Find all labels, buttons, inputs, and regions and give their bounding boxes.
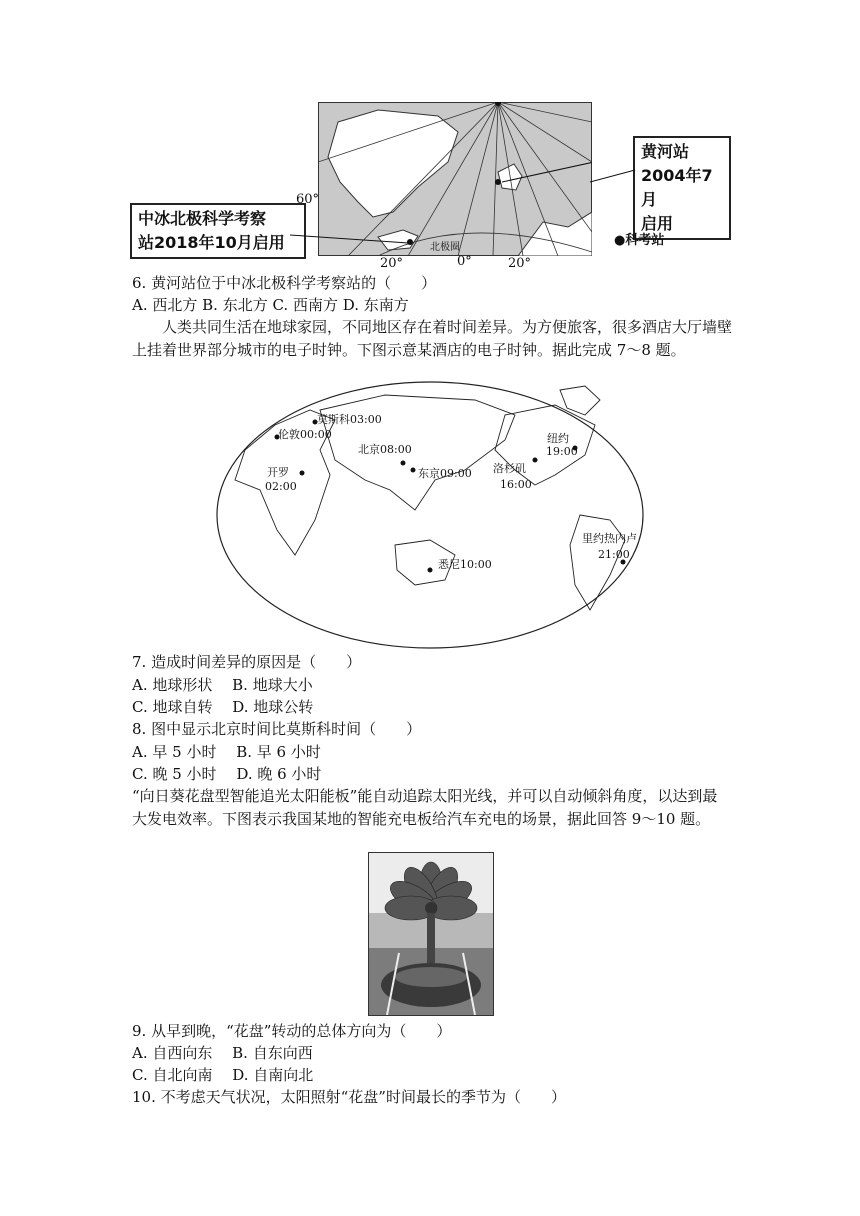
legend-research-station: ●科考站: [614, 233, 665, 248]
city-label-beijing: 北京08:00: [358, 443, 412, 456]
city-label-tokyo: 东京09:00: [418, 467, 472, 480]
longitude-20w-label: 20°: [380, 256, 404, 271]
city-label-london: 伦敦00:00: [278, 428, 332, 441]
question-8-stem: 8. 图中显示北京时间比莫斯科时间（ ）: [132, 720, 422, 738]
longitude-0-label: 0°: [457, 254, 472, 269]
arctic-circle-label: 北极圈: [430, 242, 460, 253]
yellow-river-station-dot: [495, 179, 501, 185]
passage-7-8: 人类共同生活在地球家园，不同地区存在着时间差异。为方便旅客，很多酒店大厅墙壁上挂着世界部分城市的电子时钟。下图示意某酒店的电子时钟。据此完成 7～8 题。: [132, 318, 733, 359]
city-time-cairo: 02:00: [265, 480, 297, 493]
callout-line: 2004年7月: [641, 166, 713, 209]
question-7-options-cd: C. 地球自转 D. 地球公转: [132, 698, 314, 716]
latitude-60-label: 60°: [296, 192, 320, 207]
city-label-cairo: 开罗: [267, 466, 289, 479]
callout-leader-line: [590, 160, 638, 190]
passage-9-10: “向日葵花盘型智能追光太阳能板”能自动追踪太阳光线，并可以自动倾斜角度，以达到最大发电效率。下图表示我国某地的智能充电板给汽车充电的场景，据此回答 9～10 题。: [132, 787, 718, 828]
question-9-stem: 9. 从早到晚，“花盘”转动的总体方向为（ ）: [132, 1022, 452, 1040]
question-7-stem: 7. 造成时间差异的原因是（ ）: [132, 653, 362, 671]
question-6-options: A. 西北方 B. 东北方 C. 西南方 D. 东南方: [132, 296, 409, 314]
question-6-stem: 6. 黄河站位于中冰北极科学考察站的（ ）: [132, 274, 437, 292]
callout-line: 启用: [641, 214, 674, 233]
city-time-newyork: 19:00: [546, 445, 578, 458]
callout-line: 站2018年10月启用: [138, 233, 285, 252]
city-time-losangeles: 16:00: [500, 478, 532, 491]
city-label-moscow: 莫斯科03:00: [317, 413, 382, 426]
solar-panel-photo: [368, 852, 494, 1016]
city-label-sydney: 悉尼10:00: [438, 558, 492, 571]
city-time-rio: 21:00: [598, 548, 630, 561]
city-label-losangeles: 洛杉矶: [493, 462, 526, 475]
question-8-options-ab: A. 早 5 小时 B. 早 6 小时: [132, 743, 321, 761]
world-map-graphic: [215, 380, 645, 650]
callout-line: 黄河站: [641, 142, 690, 161]
callout-china-iceland-station: [130, 203, 306, 259]
longitude-20e-label: 20°: [508, 256, 532, 271]
callout-yellow-river-station: [633, 136, 731, 240]
solar-panel-illustration: [369, 853, 493, 1015]
question-9-options-cd: C. 自北向南 D. 自南向北: [132, 1066, 314, 1084]
question-7-options-ab: A. 地球形状 B. 地球大小: [132, 676, 313, 694]
world-time-map: [215, 380, 645, 650]
question-10-stem: 10. 不考虑天气状况，太阳照射“花盘”时间最长的季节为（ ）: [132, 1088, 566, 1106]
callout-line: 中冰北极科学考察: [138, 209, 267, 228]
city-label-rio: 里约热内卢: [582, 532, 637, 545]
callout-leader-line: [290, 225, 410, 250]
question-9-options-ab: A. 自西向东 B. 自东向西: [132, 1044, 313, 1062]
question-8-options-cd: C. 晚 5 小时 D. 晚 6 小时: [132, 765, 322, 783]
city-label-newyork: 纽约: [547, 432, 569, 445]
